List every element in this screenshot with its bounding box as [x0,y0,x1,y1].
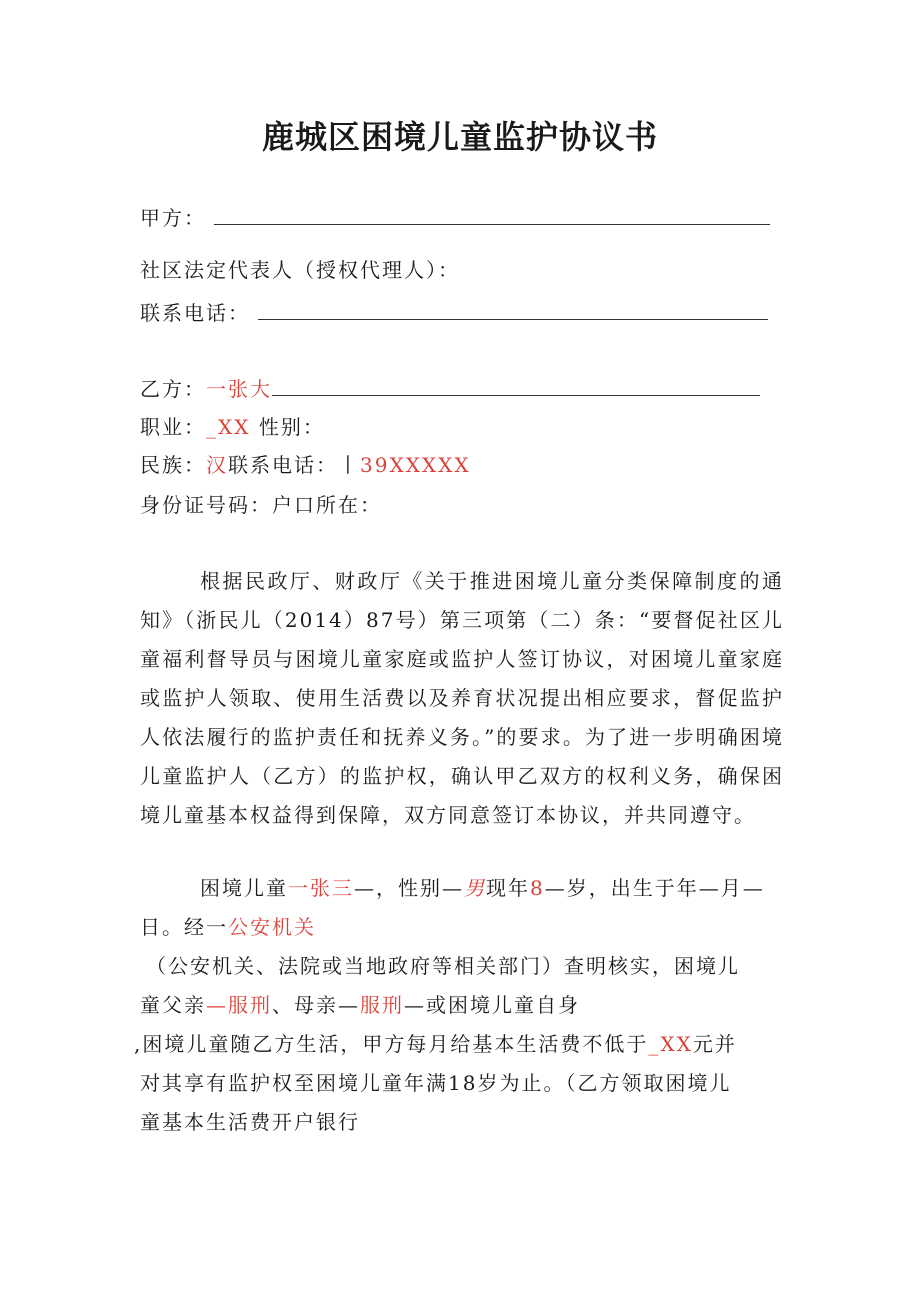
child-gender: 男 [464,876,486,900]
para2-text: 对其享有监护权至困境儿童年满18岁为止。（乙方领取困境儿 [140,1071,732,1095]
document-title: 鹿城区困境儿童监护协议书 [261,118,658,156]
id-label: 身份证号码：户口所在： [140,493,382,517]
para2-line1 [200,875,765,901]
job-value: _XX [206,415,251,439]
party-b-blank[interactable] [272,377,760,396]
para2-text: 现年 [486,876,530,900]
para2-text: —，性别— [354,876,464,900]
para2-text: 困境儿童 [200,876,288,900]
party-b-job-line [140,414,325,440]
party-a-phone-blank[interactable] [258,301,768,320]
party-a-blank[interactable] [214,206,770,225]
para2-text: 元并 [692,1032,737,1056]
child-name: 一张三 [288,876,354,900]
party-b-name: 一张大 [206,377,272,401]
party-a-label: 甲方： [140,206,206,230]
para2-line6 [140,1070,731,1096]
verifying-dept: 公安机关 [228,915,316,939]
party-a-phone-label: 联系电话： [140,301,250,325]
party-a-phone-line [140,300,768,326]
party-b-id-line [140,492,382,518]
party-a-rep-label: 社区法定代表人（授权代理人）： [140,258,460,282]
party-b-phone-prefix: 丨 [338,453,360,477]
para2-text: ,困境儿童随乙方生活，甲方每月给基本生活费不低于 [134,1032,649,1056]
party-b-phone-value: 39XXXXX [360,453,471,477]
paragraph-basis: 根据民政厅、财政厅《关于推进困境儿童分类保障制度的通知》（浙民儿（2014）87号）第三项第（二）条：“要督促社区儿童福利督导员与困境儿童家庭或监护人签订协议，对困境儿童家庭或监护人领取、使用生活费以及养育状况提出相应要求，督促监护人依法履行的监护责任和抚养义务。”的要求。为了进一步明确困境儿童监护人（乙方）的监护权，确认甲乙双方的权利义务，确保困境儿童基本权益得到保障，双方同意签订本协议，并共同遵守。 [140,569,784,827]
para2-line2 [140,914,316,940]
para2-text: 童基本生活费开户银行 [140,1110,360,1134]
party-b-label: 乙方： [140,377,206,401]
para2-text: 童父亲 [140,993,206,1017]
party-a-line [140,205,770,231]
party-a-rep-line [140,257,460,283]
para2-text: 日。经一 [140,915,228,939]
party-b-line [140,376,760,402]
job-label: 职业： [140,415,206,439]
party-b-ethnic-line [140,452,471,478]
para2-text: 、母亲— [272,993,360,1017]
para2-line4 [140,992,580,1018]
para2-line3 [146,953,740,979]
para2-text: —或困境儿童自身 [404,993,580,1017]
ethnic-label: 民族： [140,453,206,477]
ethnic-value: 汉 [206,453,228,477]
child-age: 8 [530,876,545,900]
mother-status: 服刑 [360,993,404,1017]
father-status: —服刑 [206,993,272,1017]
para2-line5 [134,1031,737,1057]
para2-text: （公安机关、法院或当地政府等相关部门）查明核实，困境儿 [146,954,740,978]
para2-line7 [140,1109,360,1135]
gender-label: 性别： [258,415,325,439]
party-b-phone-label: 联系电话： [228,453,338,477]
para2-text: —岁，出生于年—月— [544,876,765,900]
allowance-amount: _XX [648,1032,693,1056]
